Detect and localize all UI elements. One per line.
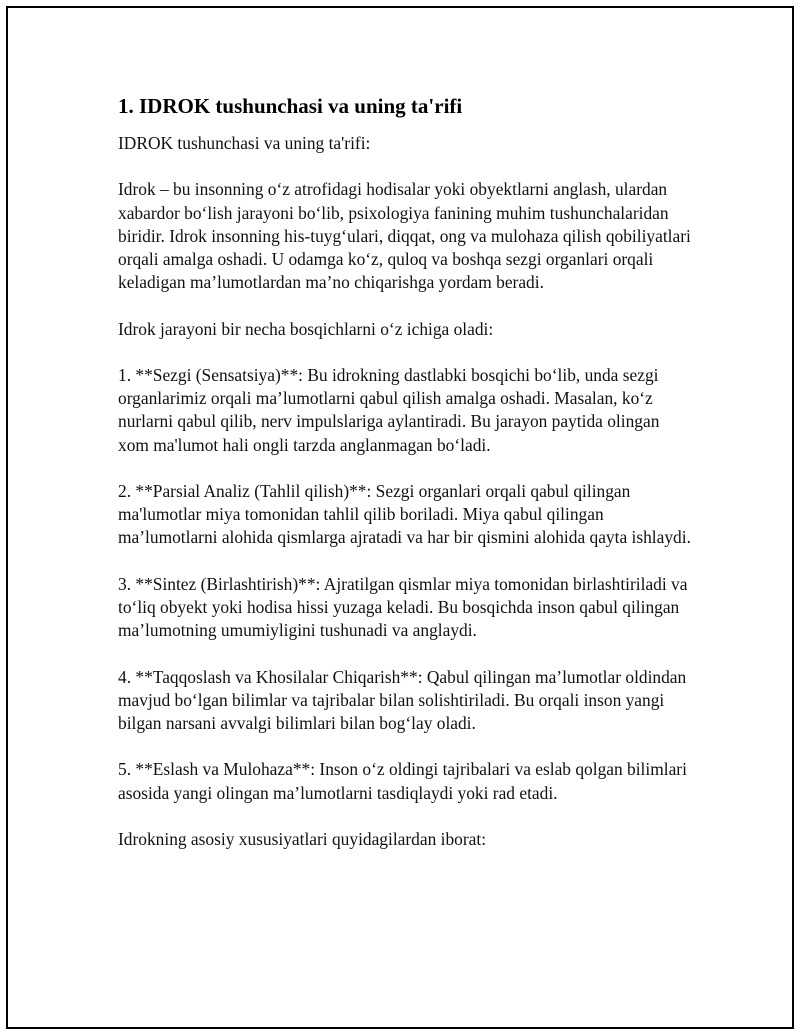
stage-2-paragraph: 2. **Parsial Analiz (Tahlil qilish)**: Sezgi organlari orqali qabul qilingan ma'lumotlar miya tomonidan tahlil qilib boriladi. Miya qabul qilingan ma’lumotlarni alohida qismlarga ajratadi va har bir qismini alohida qayta ishlaydi.: [118, 480, 691, 548]
subtitle-paragraph: IDROK tushunchasi va uning ta'rifi:: [118, 133, 371, 153]
stages-intro-paragraph: Idrok jarayoni bir necha bosqichlarni o‘z ichiga oladi:: [118, 318, 494, 339]
stage-5-paragraph: 5. **Eslash va Mulohaza**: Inson o‘z oldingi tajribalari va eslab qolgan bilimlari asosida yangi olingan ma’lumotlarni tasdiqlaydi yoki rad etadi.: [118, 759, 687, 803]
features-intro-paragraph: Idrokning asosiy xususiyatlari quyidagilardan iborat:: [118, 828, 487, 849]
document-title: 1. IDROK tushunchasi va uning ta'rifi: [118, 94, 463, 118]
stage-1-paragraph: 1. **Sezgi (Sensatsiya)**: Bu idrokning dastlabki bosqichi bo‘lib, unda sezgi organlarimiz orqali ma’lumotlarni qabul qilish amalga oshadi. Masalan, ko‘z nurlarni qabul qilib, nerv impulslariga aylantiradi. Bu jarayon paytida olingan xom ma'lumot hali ongli tarzda anglanmagan bo‘ladi.: [118, 364, 660, 455]
definition-paragraph: Idrok – bu insonning o‘z atrofidagi hodisalar yoki obyektlarni anglash, ulardan xabardor bo‘lish jarayoni bo‘lib, psixologiya fanining muhim tushunchalaridan biridir. Idrok insonning his-tuyg‘ulari, diqqat, ong va mulohaza qilish qobiliyatlari orqali amalga oshadi. U odamga ko‘z, quloq va boshqa sezgi organlari orqali keladigan ma’lumotlardan ma’no chiqarishga yordam beradi.: [118, 179, 691, 293]
stage-4-paragraph: 4. **Taqqoslash va Khosilalar Chiqarish**: Qabul qilingan ma’lumotlar oldindan mavjud bo‘lgan bilimlar va tajribalar bilan solishtiriladi. Bu orqali inson yangi bilgan narsani avvalgi bilimlari bilan bog‘lay oladi.: [118, 666, 687, 733]
document-body: [118, 92, 693, 874]
stage-3-paragraph: 3. **Sintez (Birlashtirish)**: Ajratilgan qismlar miya tomonidan birlashtiriladi va to‘liq obyekt yoki hodisa hissi yuzaga keladi. Bu bosqichda inson qabul qilingan ma’lumotning umumiyligini tushunadi va anglaydi.: [118, 573, 688, 641]
